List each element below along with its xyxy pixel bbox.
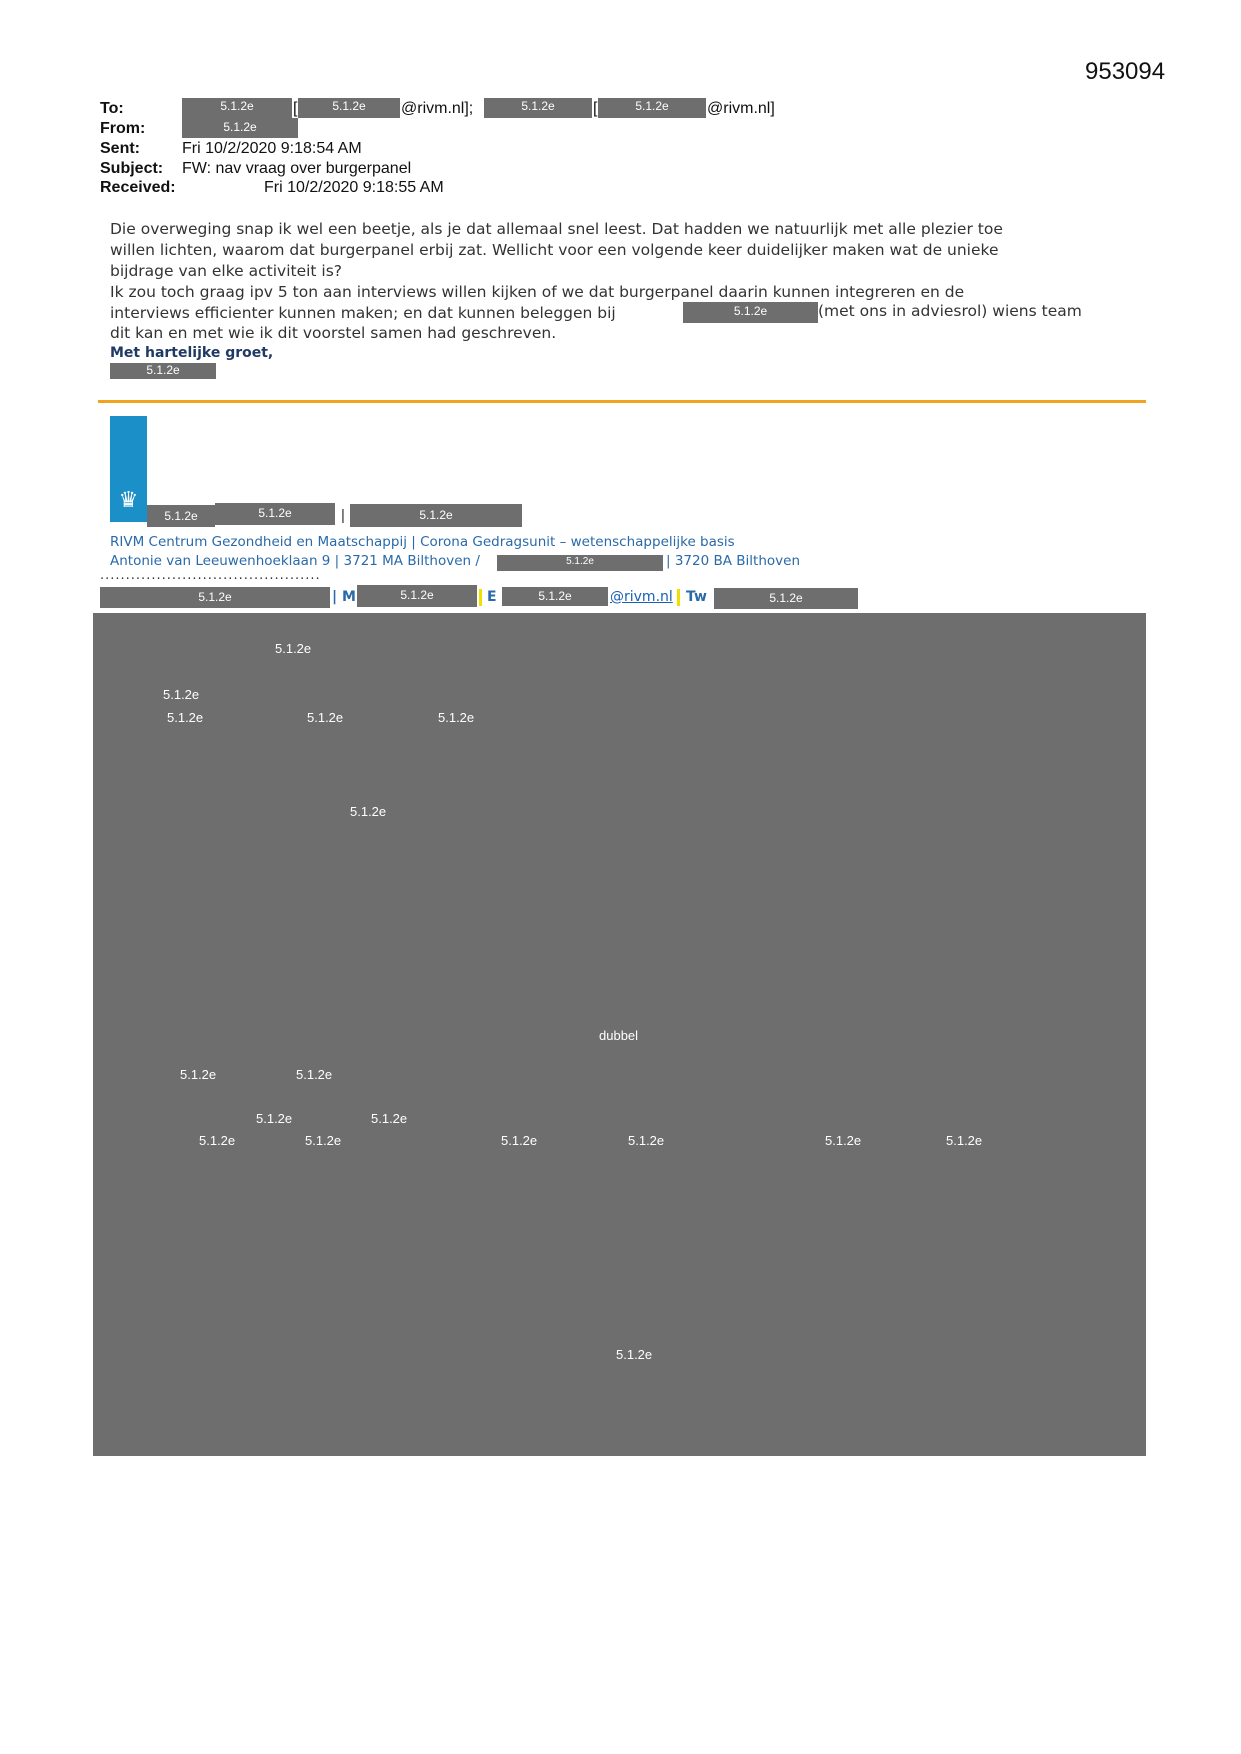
email-link[interactable]: @rivm.nl (610, 589, 673, 605)
divider (98, 400, 1146, 403)
redaction-sig-3: 5.1.2e (350, 504, 522, 527)
redaction-label: 5.1.2e (256, 1111, 293, 1126)
to-bracket-1: [ (293, 100, 298, 117)
crest-icon: ♛ (118, 487, 139, 512)
to-bracket-2: [ (593, 100, 598, 117)
redaction-sig-2: 5.1.2e (215, 503, 335, 525)
redaction-twitter: 5.1.2e (714, 588, 858, 609)
redaction-to-name-2: 5.1.2e (484, 98, 592, 118)
redaction-label: 5.1.2e (350, 804, 387, 819)
redaction-sender-name: 5.1.2e (110, 363, 216, 379)
redaction-to-addr-2: 5.1.2e (598, 98, 706, 118)
redaction-label: 5.1.2e (296, 1067, 333, 1082)
greeting: Met hartelijke groet, (110, 345, 274, 361)
document-number: 953094 (1085, 58, 1166, 85)
dubbel-label: dubbel (599, 1028, 639, 1043)
redaction-label: 5.1.2e (305, 1133, 342, 1148)
sig-separator: | (341, 507, 345, 524)
from-label: From: (100, 120, 146, 137)
received-label: Received: (100, 179, 176, 196)
address-line-a: Antonie van Leeuwenhoeklaan 9 | 3721 MA Bilthoven / (110, 553, 480, 569)
redaction-label: 5.1.2e (167, 710, 204, 725)
email-label: E (487, 589, 497, 605)
sent-label: Sent: (100, 140, 140, 157)
received-value: Fri 10/2/2020 9:18:55 AM (264, 179, 444, 196)
redaction-from: 5.1.2e (182, 118, 298, 138)
redaction-to-name-1: 5.1.2e (182, 98, 292, 118)
redaction-email: 5.1.2e (502, 587, 608, 606)
sent-value: Fri 10/2/2020 9:18:54 AM (182, 140, 362, 157)
redaction-label: 5.1.2e (616, 1347, 653, 1362)
redaction-postbus: 5.1.2e (497, 555, 663, 571)
redaction-label: 5.1.2e (307, 710, 344, 725)
redaction-label: 5.1.2e (199, 1133, 236, 1148)
redaction-mobile: 5.1.2e (357, 585, 477, 607)
twitter-label: Tw (686, 589, 707, 605)
body-paragraph-2a: Ik zou toch graag ipv 5 ton aan interviews willen kijken of we dat burgerpanel daarin kunnen integreren en de interviews efficienter kunnen maken; en dat kunnen beleggen bij (110, 283, 965, 322)
yellow-marker-2 (677, 589, 680, 606)
redaction-body-name: 5.1.2e (683, 302, 818, 323)
mobile-label: | M (332, 589, 356, 605)
body-paragraph-2c: dit kan en met wie ik dit voorstel samen had geschreven. (110, 324, 557, 342)
redaction-label: 5.1.2e (501, 1133, 538, 1148)
redaction-to-addr-1: 5.1.2e (298, 98, 400, 118)
redaction-label: 5.1.2e (163, 687, 200, 702)
to-domain-1: @rivm.nl]; (401, 100, 474, 117)
redaction-label: 5.1.2e (438, 710, 475, 725)
org-line: RIVM Centrum Gezondheid en Maatschappij | Corona Gedragsunit – wetenschappelijke basis (110, 534, 735, 550)
redaction-contact-1: 5.1.2e (100, 587, 330, 608)
subject-label: Subject: (100, 160, 164, 177)
redaction-label: 5.1.2e (946, 1133, 983, 1148)
address-line-b: | 3720 BA Bilthoven (666, 553, 800, 569)
to-domain-2: @rivm.nl] (707, 100, 775, 117)
redaction-label: 5.1.2e (628, 1133, 665, 1148)
body-paragraph-1: Die overweging snap ik wel een beetje, als je dat allemaal snel leest. Dat hadden we natuurlijk met alle plezier toe willen lichten, waarom dat burgerpanel erbij zat. Wellicht voor een volgende keer duidelijker maken wat de unieke bijdrage van elke activiteit is? (110, 220, 1003, 280)
dotted-separator: ........................................... (100, 568, 321, 583)
subject-value: FW: nav vraag over burgerpanel (182, 160, 412, 177)
to-label: To: (100, 100, 124, 117)
redaction-sig-1: 5.1.2e (147, 505, 215, 527)
yellow-marker (479, 589, 482, 606)
redaction-label: 5.1.2e (180, 1067, 217, 1082)
body-paragraph-2b: (met ons in adviesrol) wiens team (818, 302, 1082, 320)
redaction-label: 5.1.2e (371, 1111, 408, 1126)
redaction-label: 5.1.2e (275, 641, 312, 656)
redaction-label: 5.1.2e (825, 1133, 862, 1148)
redacted-block (93, 613, 1146, 1456)
